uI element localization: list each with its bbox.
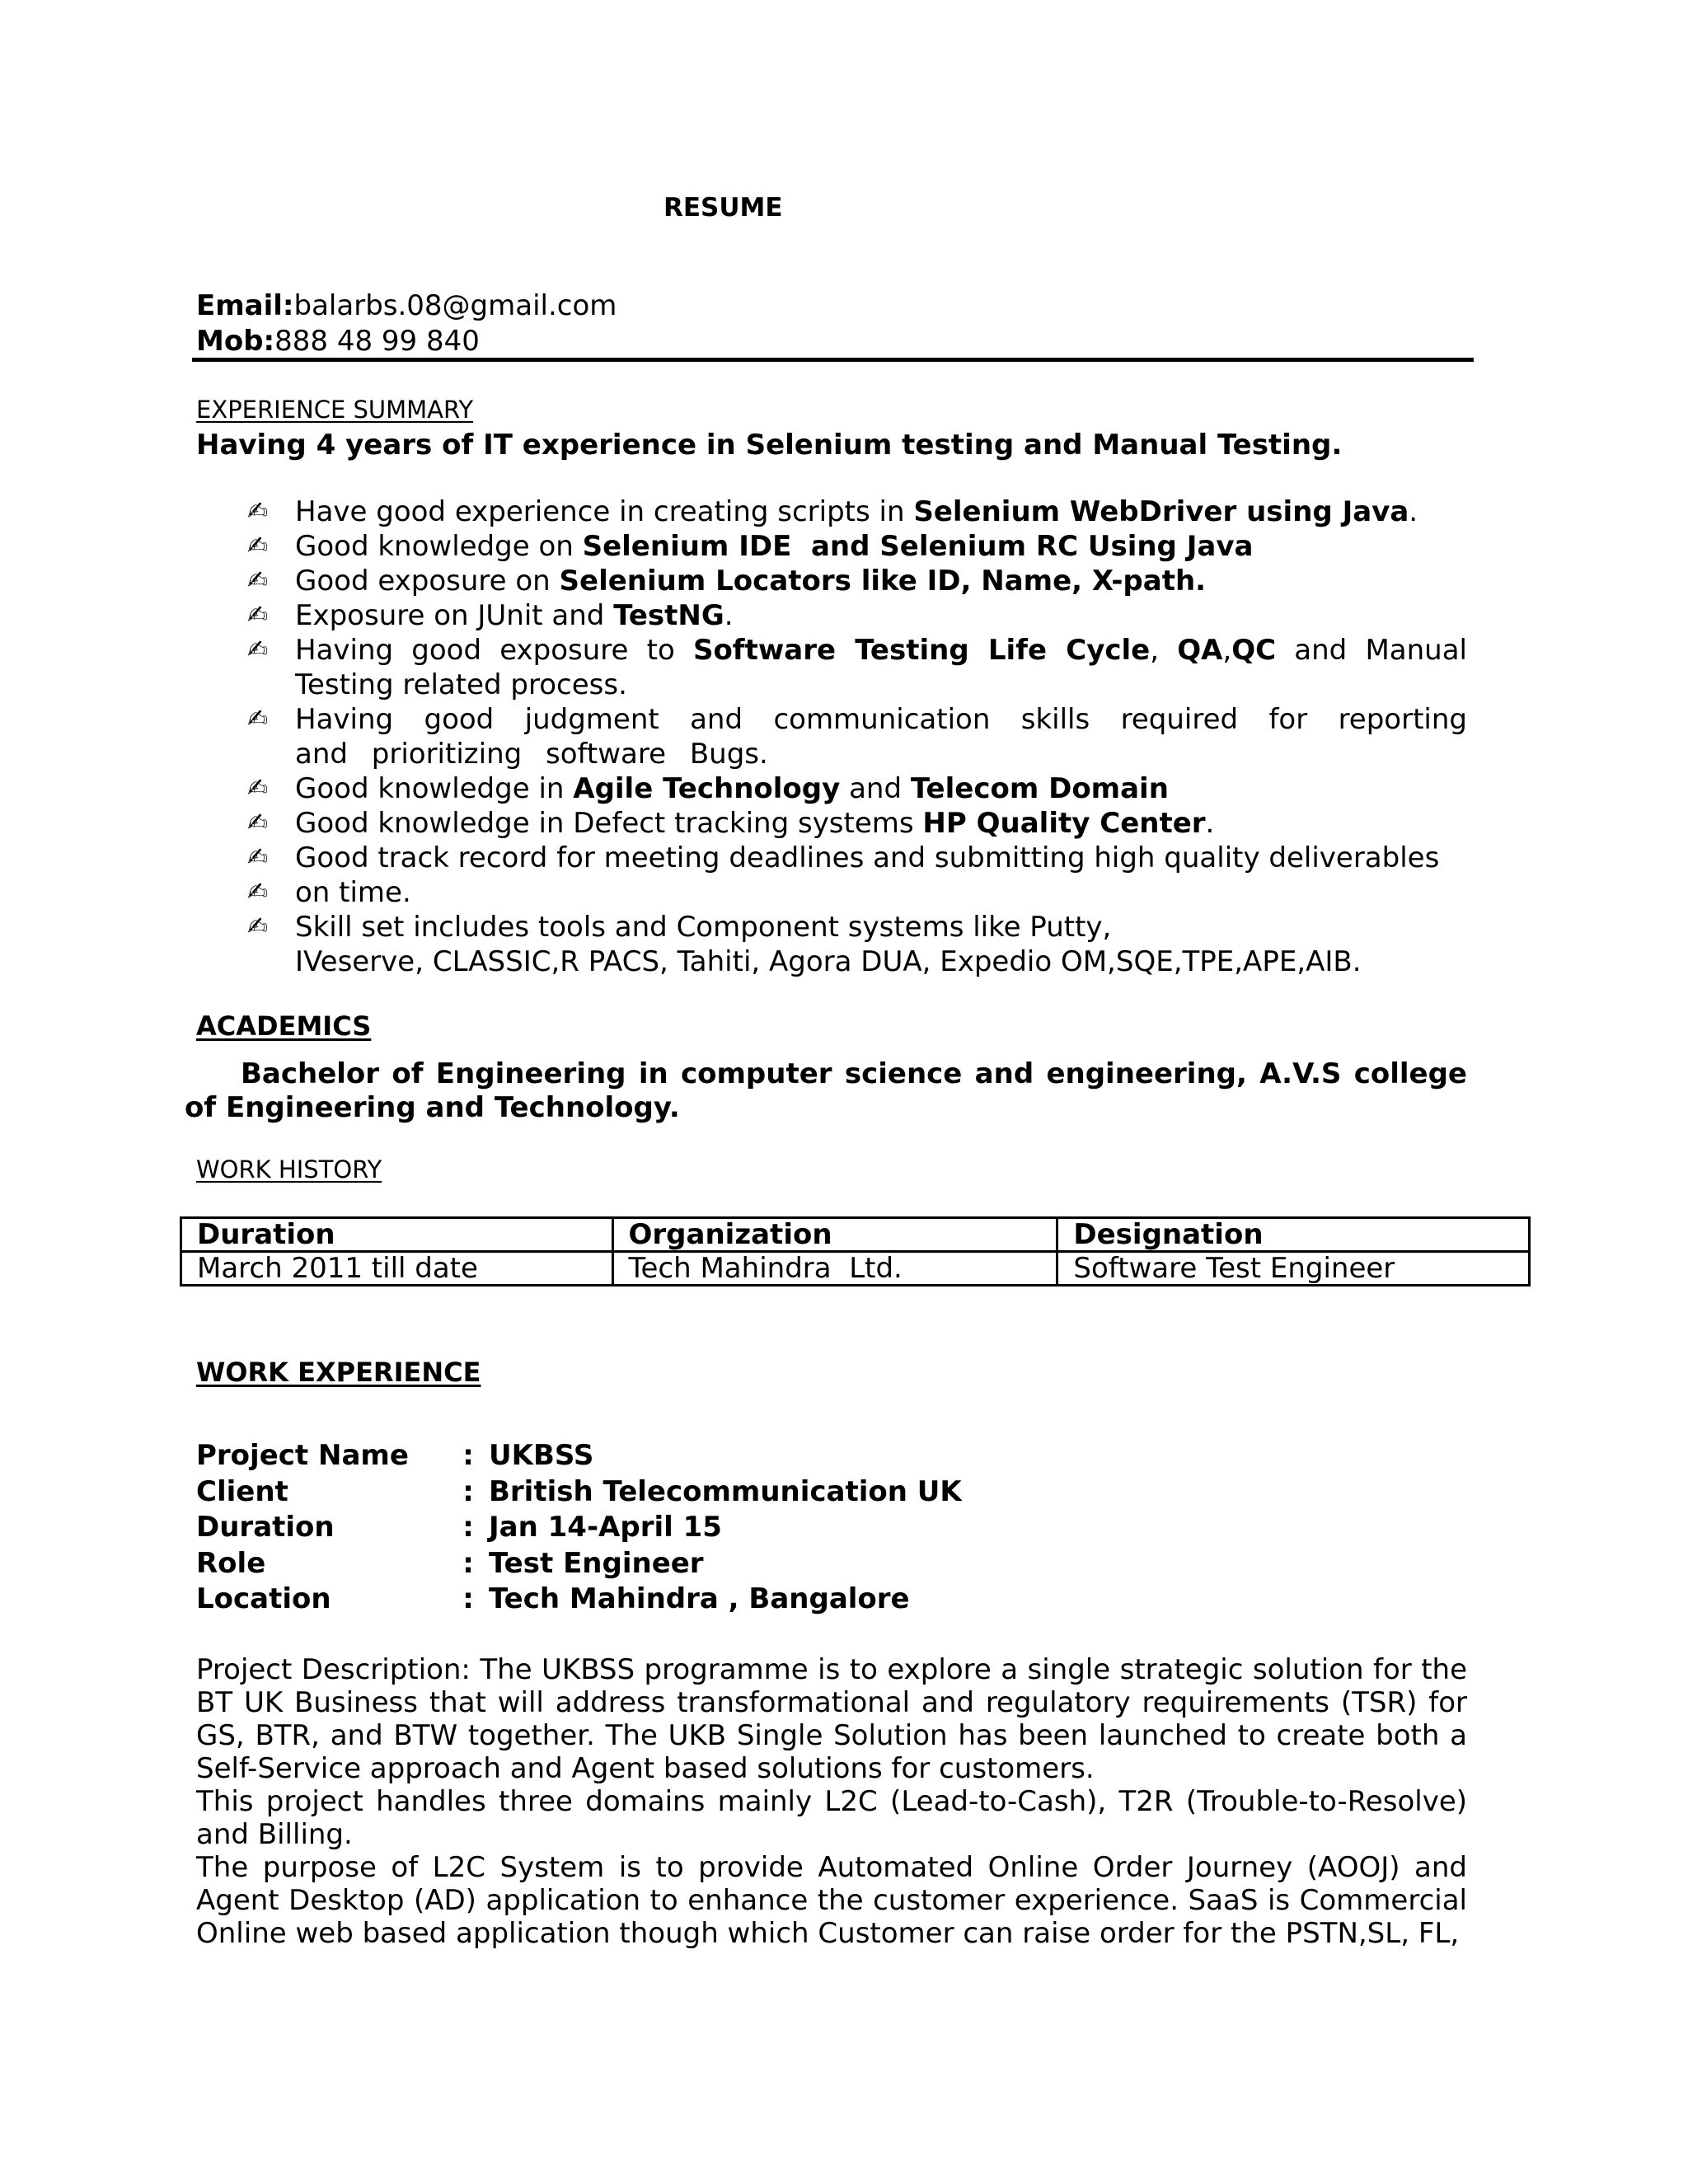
column-header: Designation [1057, 1218, 1530, 1252]
experience-bullet-list [247, 494, 1467, 979]
list-item: ✍ Good knowledge in Agile Technology and Telecom Domain [247, 772, 1169, 805]
writing-hand-icon: ✍ [247, 912, 269, 941]
description-paragraph: Project Description: The UKBSS programme is to explore a single strategic solution for the BT UK Business that will address transformational and regulatory requirements (TSR) for GS, BTR, and BTW together. The UKB Single Solution has been launched to create both a Self-Service approach and Agent based solutions for customers. [196, 1653, 1467, 1785]
header-divider [192, 358, 1474, 362]
list-item: ✍ Good knowledge in Defect tracking systems HP Quality Center. [247, 807, 1215, 840]
academics-heading: ACADEMICS [196, 1010, 372, 1042]
mobile-value: 888 48 99 840 [274, 325, 480, 358]
writing-hand-icon: ✍ [247, 566, 269, 595]
description-paragraph: The purpose of L2C System is to provide Automated Online Order Journey (AOOJ) and Agent Desktop (AD) application to enhance the customer experience. SaaS is Commercial Online web based application though which Customer can raise order for the PSTN,SL, FL, [196, 1851, 1467, 1950]
list-item: ✍ Having good exposure to Software Testing Life Cycle, QA,QC and Manual Testing related process. [247, 634, 1467, 701]
list-item: ✍ Good track record for meeting deadlines and submitting high quality deliverables [247, 841, 1440, 874]
writing-hand-icon: ✍ [247, 635, 269, 664]
experience-summary-heading: EXPERIENCE SUMMARY [196, 396, 474, 424]
list-item: ✍ Have good experience in creating scripts in Selenium WebDriver using Java. [247, 495, 1418, 528]
email-line [196, 289, 617, 322]
work-history-heading: WORK HISTORY [196, 1155, 382, 1183]
table-cell: Software Test Engineer [1057, 1252, 1530, 1286]
writing-hand-icon: ✍ [247, 843, 269, 872]
list-item: ✍ Skill set includes tools and Component systems like Putty, IVeserve, CLASSIC,R PACS, Tahiti, Agora DUA, Expedio OM,SQE,TPE,APE,AIB. [247, 911, 1362, 978]
project-field-row: Client : British Telecommunication UK [196, 1474, 962, 1508]
writing-hand-icon: ✍ [247, 808, 269, 837]
table-cell: Tech Mahindra Ltd. [612, 1252, 1057, 1286]
list-item: ✍ on time. [247, 876, 411, 909]
project-details [196, 1438, 962, 1618]
description-paragraph: This project handles three domains mainly L2C (Lead-to-Cash), T2R (Trouble-to-Resolve) and Billing. [196, 1785, 1467, 1851]
work-experience-heading: WORK EXPERIENCE [196, 1357, 481, 1388]
list-item: ✍ Good knowledge on Selenium IDE and Selenium RC Using Java [247, 530, 1254, 563]
mobile-line [196, 325, 480, 358]
column-header: Organization [612, 1218, 1057, 1252]
writing-hand-icon: ✍ [247, 497, 269, 526]
experience-headline: Having 4 years of IT experience in Selenium testing and Manual Testing. [196, 429, 1343, 462]
project-field-row: Project Name : UKBSS [196, 1439, 594, 1472]
academics-text: Bachelor of Engineering in computer science and engineering, A.V.S college of Engineering and Technology. [185, 1057, 1467, 1124]
writing-hand-icon: ✍ [247, 878, 269, 907]
work-history-table [180, 1216, 1531, 1286]
list-item: ✍ Good exposure on Selenium Locators like ID, Name, X-path. [247, 565, 1207, 598]
project-field-row: Location : Tech Mahindra , Bangalore [196, 1582, 910, 1615]
email-value: balarbs.08@gmail.com [293, 289, 617, 322]
column-header: Duration [181, 1218, 613, 1252]
mobile-label: Mob: [196, 325, 275, 358]
writing-hand-icon: ✍ [247, 774, 269, 803]
list-item: ✍ Exposure on JUnit and TestNG. [247, 599, 734, 632]
writing-hand-icon: ✍ [247, 532, 269, 560]
email-label: Email: [196, 289, 294, 322]
writing-hand-icon: ✍ [247, 601, 269, 630]
table-row [181, 1252, 1530, 1286]
project-field-row: Role : Test Engineer [196, 1546, 704, 1580]
table-cell: March 2011 till date [181, 1252, 613, 1286]
project-description [196, 1653, 1467, 1950]
table-header-row [181, 1218, 1530, 1252]
writing-hand-icon: ✍ [247, 705, 269, 733]
project-field-row: Duration : Jan 14-April 15 [196, 1511, 722, 1544]
page-title: RESUME [663, 193, 783, 223]
list-item: ✍ Having good judgment and communication skills required for reporting and prioritizing software Bugs. [247, 703, 1467, 771]
